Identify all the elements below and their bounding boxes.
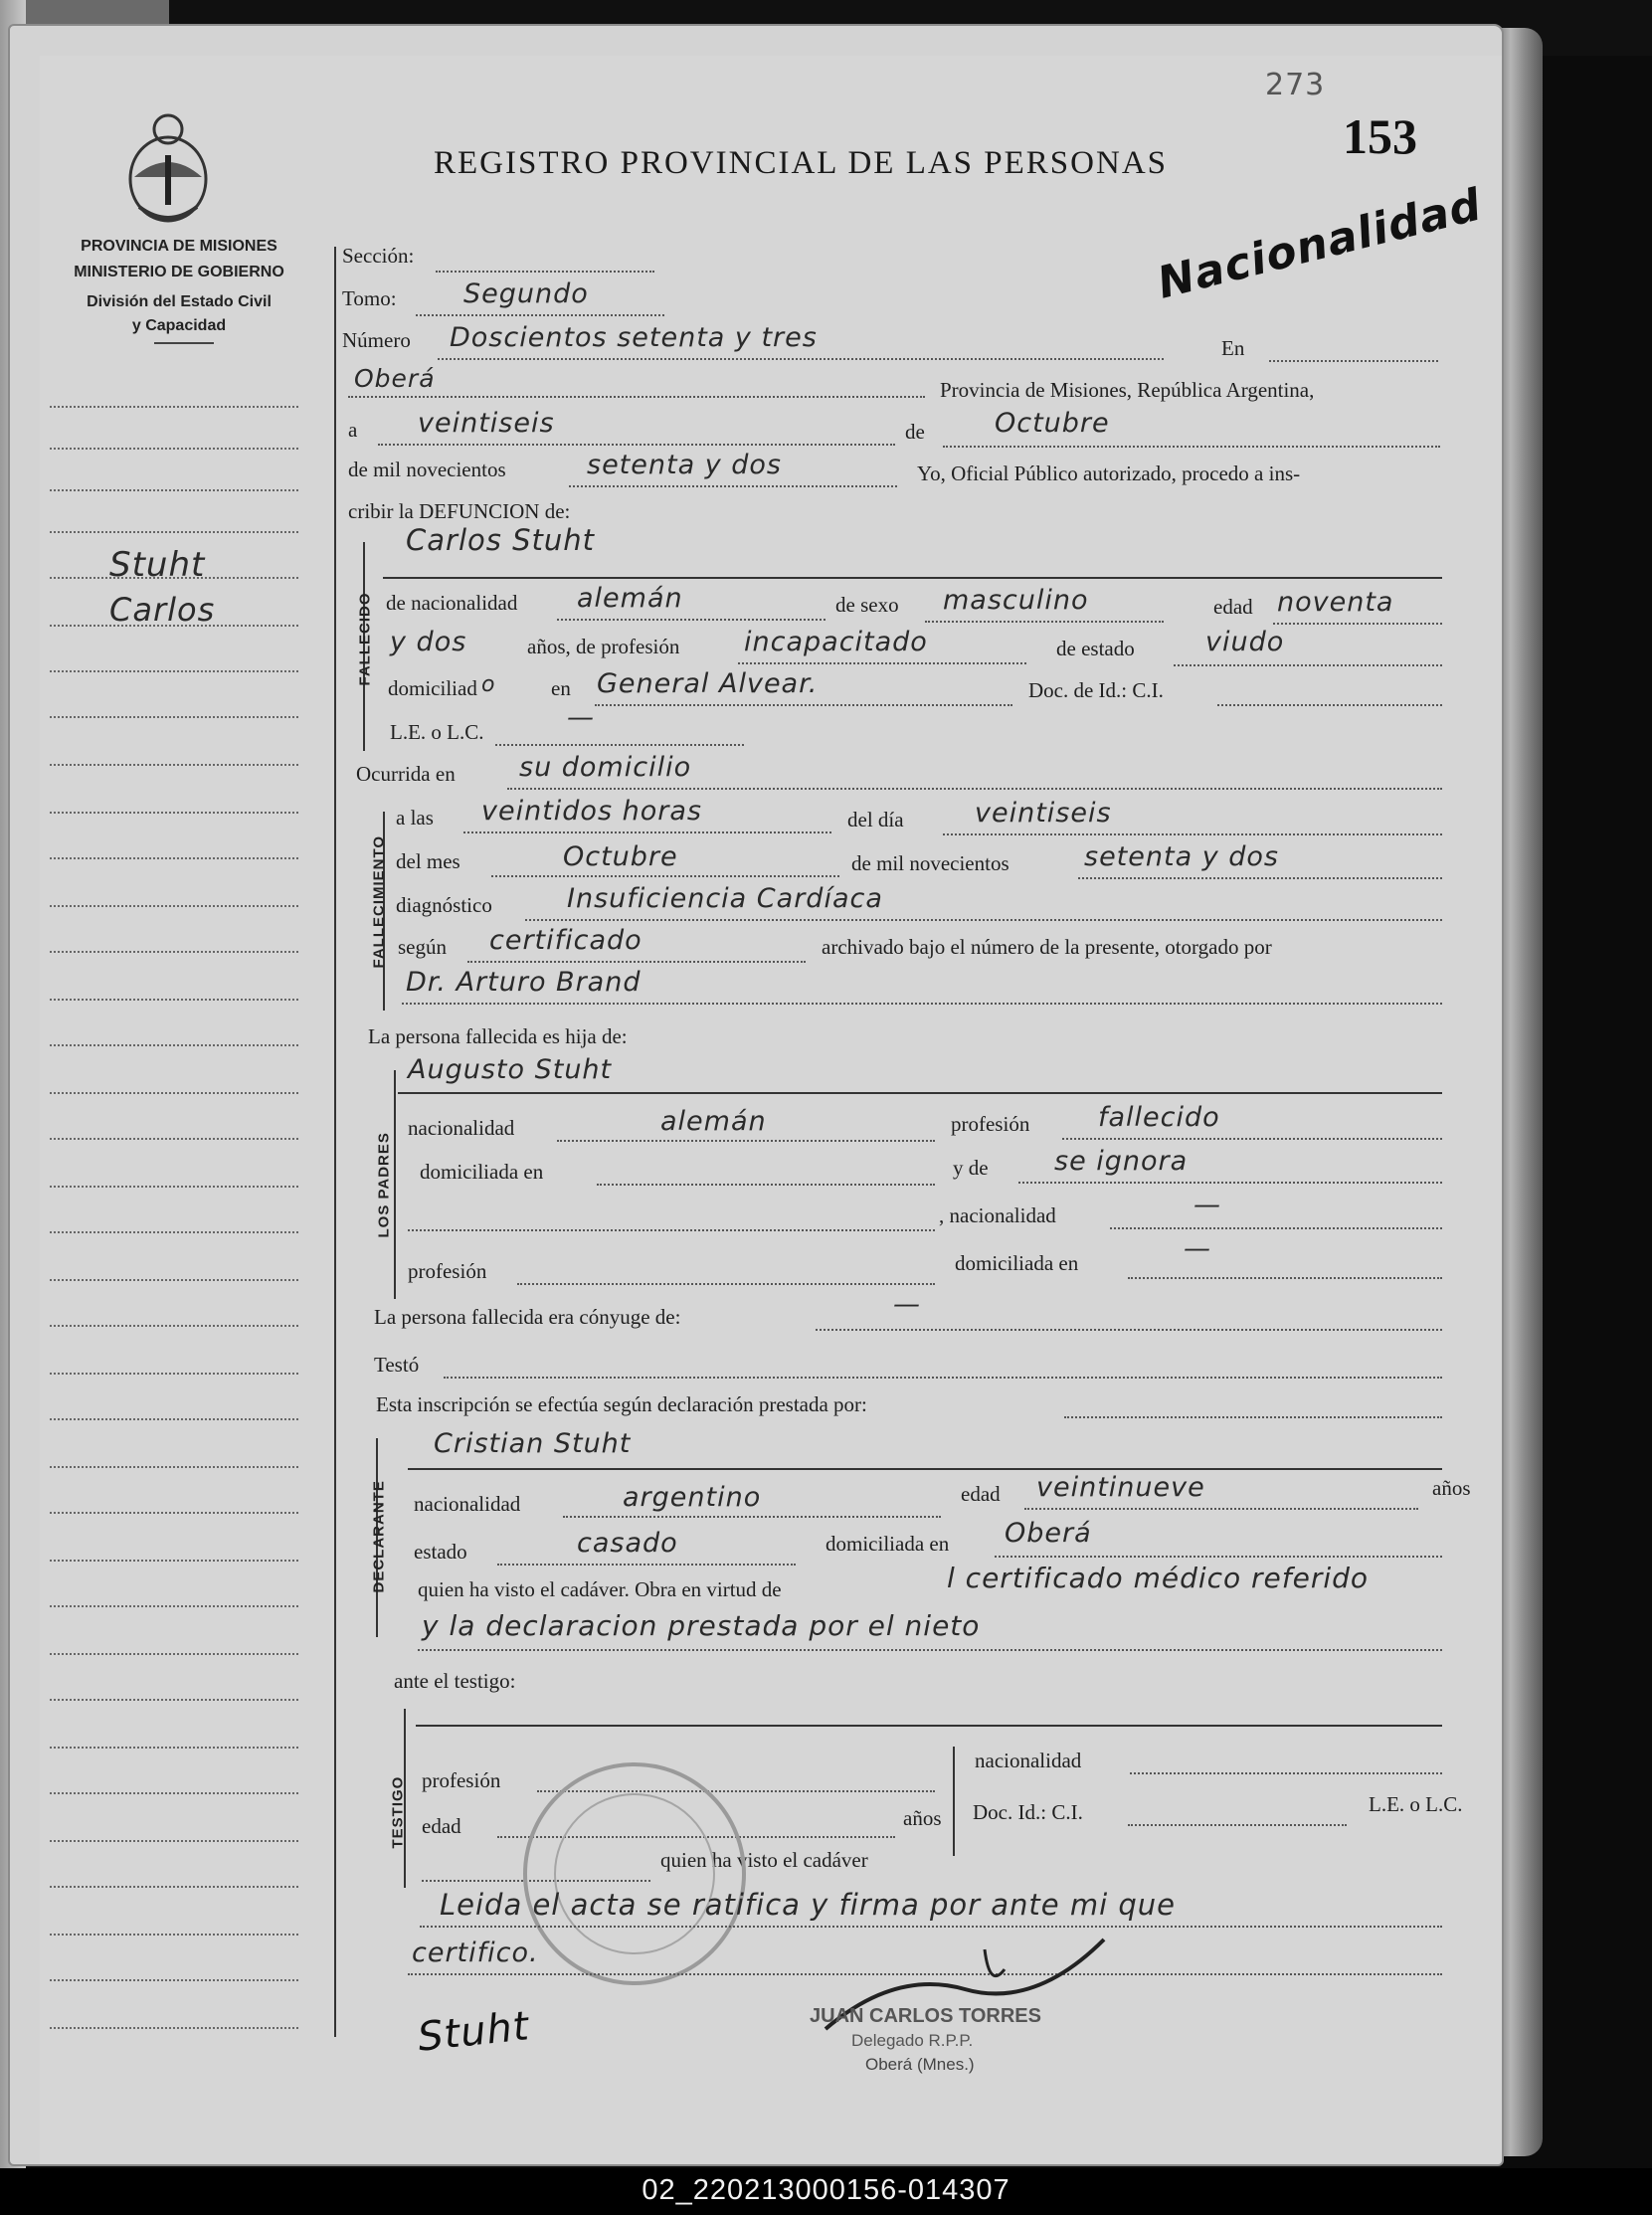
padre-domiciliada-field bbox=[597, 1184, 935, 1186]
padre-nacionalidad-value: alemán bbox=[660, 1106, 767, 1137]
declarante-domicilio-field bbox=[995, 1556, 1442, 1558]
madre-profesion-label: profesión bbox=[408, 1259, 487, 1283]
margin-line bbox=[50, 1512, 298, 1514]
testigo-intro: ante el testigo: bbox=[394, 1669, 516, 1693]
del-mes-label: del mes bbox=[396, 849, 460, 873]
declarante-intro-field bbox=[1064, 1416, 1442, 1418]
padre-name: Augusto Stuht bbox=[408, 1054, 613, 1085]
testigo-name-line bbox=[416, 1725, 1442, 1727]
en-field bbox=[1269, 360, 1438, 362]
margin-line bbox=[50, 1138, 298, 1140]
fallecido-profesion-label: años, de profesión bbox=[527, 635, 680, 658]
margin-line bbox=[50, 764, 298, 766]
anio-label: de mil novecientos bbox=[851, 851, 1010, 875]
madre-y-de-label: y de bbox=[953, 1156, 989, 1180]
madre-domiciliada-field bbox=[1128, 1277, 1442, 1279]
footer-code: 02_220213000156-014307 bbox=[642, 2174, 1010, 2206]
seccion-label: Sección: bbox=[342, 244, 415, 268]
fallecido-estado-value: viudo bbox=[1205, 627, 1285, 657]
closing-line-1: Leida el acta se ratifica y firma por ante mi que bbox=[440, 1888, 1176, 1922]
declarante-name: Cristian Stuht bbox=[434, 1428, 632, 1459]
fallecido-nacionalidad-field bbox=[557, 619, 826, 621]
image-footer bbox=[0, 2168, 1652, 2215]
margin-line bbox=[50, 716, 298, 718]
segun-field bbox=[467, 961, 806, 963]
medico-value: Dr. Arturo Brand bbox=[406, 967, 642, 998]
testigo-le-label: L.E. o L.C. bbox=[1369, 1792, 1463, 1816]
header-province: PROVINCIA DE MISIONES bbox=[81, 238, 277, 255]
declarant-signature: Stuht bbox=[415, 2003, 532, 2061]
fallecido-domiciliado-suffix: o bbox=[481, 672, 496, 697]
place-field bbox=[348, 396, 925, 398]
margin-line bbox=[50, 1979, 298, 1981]
fallecimiento-section-label: FALLECIMIENTO bbox=[370, 834, 388, 969]
padre-profesion-field bbox=[1062, 1138, 1442, 1140]
margin-line bbox=[50, 1418, 298, 1420]
margin-divider bbox=[334, 247, 336, 2037]
margin-line bbox=[50, 951, 298, 953]
fallecido-sexo-value: masculino bbox=[943, 585, 1089, 616]
testigo-section-label: TESTIGO bbox=[389, 1775, 407, 1849]
mes-field bbox=[491, 875, 839, 877]
madre-nacionalidad-value: — bbox=[1193, 1190, 1221, 1220]
padre-nacionalidad-label: nacionalidad bbox=[408, 1116, 515, 1140]
header-division: División del Estado Civil bbox=[87, 293, 272, 310]
fallecido-estado-label: de estado bbox=[1056, 637, 1135, 660]
margin-line bbox=[50, 857, 298, 859]
padre-profesion-label: profesión bbox=[951, 1112, 1030, 1136]
margin-line bbox=[50, 905, 298, 907]
padres-intro: La persona fallecida es hija de: bbox=[368, 1024, 628, 1048]
fallecido-sexo-field bbox=[925, 621, 1164, 623]
declarante-obra-field bbox=[418, 1649, 1442, 1651]
conyuge-field bbox=[816, 1329, 1442, 1331]
marginal-annotation-stamp: Nacionalidad bbox=[1152, 179, 1487, 309]
page-title: REGISTRO PROVINCIAL DE LAS PERSONAS bbox=[434, 145, 1169, 181]
header-underline bbox=[154, 342, 214, 344]
declarante-edad-field bbox=[1024, 1508, 1418, 1510]
padre-name-line bbox=[398, 1092, 1442, 1094]
declarante-quien-text: quien ha visto el cadáver. Obra en virtud de bbox=[418, 1577, 782, 1601]
fallecido-edad-value-2: y dos bbox=[390, 627, 467, 657]
testigo-doc-field bbox=[1128, 1824, 1347, 1826]
fallecido-estado-field bbox=[1174, 664, 1442, 666]
ocurrida-label: Ocurrida en bbox=[356, 762, 456, 786]
mes-value: Octubre bbox=[563, 841, 678, 872]
margin-line bbox=[50, 2027, 298, 2029]
anio-field bbox=[1078, 877, 1442, 879]
declarante-section-label: DECLARANTE bbox=[370, 1480, 388, 1593]
margin-line bbox=[50, 1186, 298, 1188]
testo-field bbox=[444, 1377, 1442, 1379]
margin-line bbox=[50, 1792, 298, 1794]
fallecido-le-field bbox=[495, 744, 744, 746]
margin-surname: Stuht bbox=[109, 545, 206, 585]
testigo-anos-label: años bbox=[903, 1806, 942, 1830]
fallecido-profesion-field bbox=[738, 662, 1026, 664]
year-value: setenta y dos bbox=[587, 450, 782, 480]
tomo-label: Tomo: bbox=[342, 286, 397, 310]
madre-field bbox=[1018, 1182, 1442, 1184]
margin-line bbox=[50, 1747, 298, 1749]
tomo-value: Segundo bbox=[463, 278, 589, 309]
province-text: Provincia de Misiones, República Argentina, bbox=[940, 378, 1315, 402]
tomo-field bbox=[416, 314, 664, 316]
testigo-inner-divider bbox=[953, 1747, 955, 1856]
fallecido-doc-field bbox=[1217, 704, 1442, 706]
month-field bbox=[943, 446, 1440, 448]
fallecido-profesion-value: incapacitado bbox=[744, 627, 928, 657]
segun-value: certificado bbox=[489, 925, 642, 956]
seccion-field bbox=[436, 271, 654, 273]
margin-line bbox=[50, 1092, 298, 1094]
madre-value: se ignora bbox=[1054, 1146, 1189, 1177]
a-las-label: a las bbox=[396, 806, 434, 830]
fallecido-domicilio-value: General Alvear. bbox=[597, 668, 819, 699]
madre-nacionalidad-field bbox=[1110, 1227, 1442, 1229]
numero-field bbox=[438, 358, 1164, 360]
margin-line bbox=[50, 1044, 298, 1046]
margin-line bbox=[50, 531, 298, 533]
declarante-nacionalidad-label: nacionalidad bbox=[414, 1492, 521, 1516]
fallecido-domicilio-field bbox=[595, 704, 1012, 706]
declarante-nacionalidad-field bbox=[563, 1516, 941, 1518]
margin-line bbox=[50, 1605, 298, 1607]
margin-line bbox=[50, 1934, 298, 1936]
dia-value: veintiseis bbox=[975, 798, 1112, 829]
margin-line bbox=[50, 1373, 298, 1375]
declarante-nacionalidad-value: argentino bbox=[623, 1482, 762, 1513]
margin-line bbox=[50, 1279, 298, 1281]
fallecido-doc-label: Doc. de Id.: C.I. bbox=[1028, 678, 1164, 702]
officer-title: Delegado R.P.P. bbox=[851, 2031, 974, 2050]
testigo-nacionalidad-field bbox=[1130, 1772, 1442, 1774]
fallecido-domiciliado-label: domiciliad bbox=[388, 676, 477, 700]
margin-line bbox=[50, 999, 298, 1001]
margin-line bbox=[50, 1560, 298, 1562]
declarante-estado-label: estado bbox=[414, 1540, 467, 1564]
declarante-obra-value-1: l certificado médico referido bbox=[947, 1562, 1370, 1594]
madre-profesion-field bbox=[517, 1283, 935, 1285]
madre-domiciliada-label: domiciliada en bbox=[955, 1251, 1079, 1275]
segun-label: según bbox=[398, 935, 447, 959]
header-capacity: y Capacidad bbox=[131, 317, 227, 334]
de-label: de bbox=[905, 420, 925, 444]
testigo-nacionalidad-label: nacionalidad bbox=[975, 1749, 1082, 1772]
officer-place: Oberá (Mnes.) bbox=[865, 2055, 975, 2074]
margin-line bbox=[50, 1886, 298, 1888]
en-label: En bbox=[1221, 336, 1245, 360]
pencil-page-number: 273 bbox=[1265, 68, 1326, 102]
testigo-doc-label: Doc. Id.: C.I. bbox=[973, 1800, 1083, 1824]
year-field bbox=[569, 485, 897, 487]
madre-domiciliada-value: — bbox=[1184, 1233, 1211, 1264]
anio-value: setenta y dos bbox=[1084, 841, 1279, 872]
medico-field bbox=[402, 1003, 1442, 1005]
declarante-edad-label: edad bbox=[961, 1482, 1001, 1506]
margin-line bbox=[50, 1653, 298, 1655]
a-label: a bbox=[348, 418, 358, 442]
diagnostico-label: diagnóstico bbox=[396, 893, 492, 917]
archivado-text: archivado bajo el número de la presente, otorgado por bbox=[822, 935, 1272, 959]
dia-field bbox=[943, 833, 1442, 835]
margin-line bbox=[50, 448, 298, 450]
fallecido-le-value: — bbox=[567, 702, 595, 733]
margin-line bbox=[50, 1325, 298, 1327]
diagnostico-field bbox=[525, 919, 1442, 921]
margin-line bbox=[50, 1699, 298, 1701]
fallecido-sexo-label: de sexo bbox=[835, 593, 899, 617]
testigo-quien-text: quien ha visto el cadáver bbox=[660, 1848, 868, 1872]
fallecido-name: Carlos Stuht bbox=[406, 523, 595, 557]
year-prefix: de mil novecientos bbox=[348, 458, 506, 481]
hora-value: veintidos horas bbox=[481, 796, 702, 827]
margin-given-name: Carlos bbox=[109, 591, 216, 629]
padre-profesion-value: fallecido bbox=[1098, 1102, 1220, 1133]
place-value: Oberá bbox=[354, 364, 436, 393]
oficial-text: Yo, Oficial Público autorizado, procedo a ins- bbox=[917, 461, 1301, 485]
margin-line bbox=[50, 1466, 298, 1468]
margin-line bbox=[50, 1840, 298, 1842]
padres-bracket bbox=[394, 1070, 396, 1299]
conyuge-value: — bbox=[893, 1289, 921, 1320]
declarante-obra-value-2: y la declaracion prestada por el nieto bbox=[422, 1609, 981, 1642]
hora-field bbox=[463, 831, 831, 833]
del-dia-label: del día bbox=[847, 808, 904, 831]
page-number: 153 bbox=[1343, 108, 1417, 164]
conyuge-label: La persona fallecida era cónyuge de: bbox=[374, 1305, 681, 1329]
header-ministry: MINISTERIO DE GOBIERNO bbox=[74, 264, 284, 280]
margin-line bbox=[50, 1231, 298, 1233]
declarante-anos-label: años bbox=[1432, 1476, 1471, 1500]
day-field bbox=[378, 444, 895, 446]
madre-nacionalidad-label: , nacionalidad bbox=[939, 1203, 1056, 1227]
declarante-estado-field bbox=[497, 1564, 796, 1566]
margin-line bbox=[50, 489, 298, 491]
declarante-intro: Esta inscripción se efectúa según declaración prestada por: bbox=[376, 1392, 867, 1416]
coat-of-arms-icon bbox=[119, 107, 217, 229]
testo-label: Testó bbox=[374, 1353, 420, 1377]
ocurrida-field bbox=[507, 788, 1442, 790]
numero-value: Doscientos setenta y tres bbox=[450, 322, 818, 353]
testigo-edad-label: edad bbox=[422, 1814, 461, 1838]
fallecido-edad-value-1: noventa bbox=[1277, 587, 1394, 618]
fallecido-section-label: FALLECIDO bbox=[356, 592, 374, 686]
inscribir-text: cribir la DEFUNCION de: bbox=[348, 499, 571, 523]
fallecido-edad-label: edad bbox=[1213, 595, 1253, 619]
declarante-name-line bbox=[408, 1468, 1442, 1470]
margin-line bbox=[50, 406, 298, 408]
declarante-estado-value: casado bbox=[577, 1528, 678, 1559]
fallecido-le-label: L.E. o L.C. bbox=[390, 720, 484, 744]
declarante-domicilio-value: Oberá bbox=[1005, 1518, 1092, 1549]
margin-line bbox=[50, 670, 298, 672]
diagnostico-value: Insuficiencia Cardíaca bbox=[567, 883, 883, 914]
declarante-domiciliada-label: domiciliada en bbox=[826, 1532, 950, 1556]
fallecido-nacionalidad-value: alemán bbox=[577, 583, 683, 614]
closing-line-1-field bbox=[420, 1926, 1442, 1928]
day-value: veintiseis bbox=[418, 408, 555, 439]
fallecido-nacionalidad-label: de nacionalidad bbox=[386, 591, 518, 615]
fallecido-en-label: en bbox=[551, 676, 571, 700]
padre-domicilio-cont-field bbox=[408, 1229, 935, 1231]
padre-nacionalidad-field bbox=[557, 1140, 935, 1142]
fallecido-edad-field bbox=[1273, 623, 1442, 625]
testigo-profesion-label: profesión bbox=[422, 1768, 501, 1792]
month-value: Octubre bbox=[995, 408, 1110, 439]
declarante-edad-value: veintinueve bbox=[1036, 1472, 1205, 1503]
officer-name: JUAN CARLOS TORRES bbox=[810, 2005, 1041, 2027]
padres-section-label: LOS PADRES bbox=[375, 1132, 393, 1238]
margin-line bbox=[50, 812, 298, 814]
padre-domiciliada-label: domiciliada en bbox=[420, 1160, 544, 1184]
ocurrida-value: su domicilio bbox=[519, 752, 692, 783]
official-seal-icon bbox=[515, 1754, 754, 1993]
fallecido-name-line bbox=[383, 577, 1442, 579]
numero-label: Número bbox=[342, 328, 411, 352]
closing-line-2: certifico. bbox=[412, 1938, 539, 1968]
